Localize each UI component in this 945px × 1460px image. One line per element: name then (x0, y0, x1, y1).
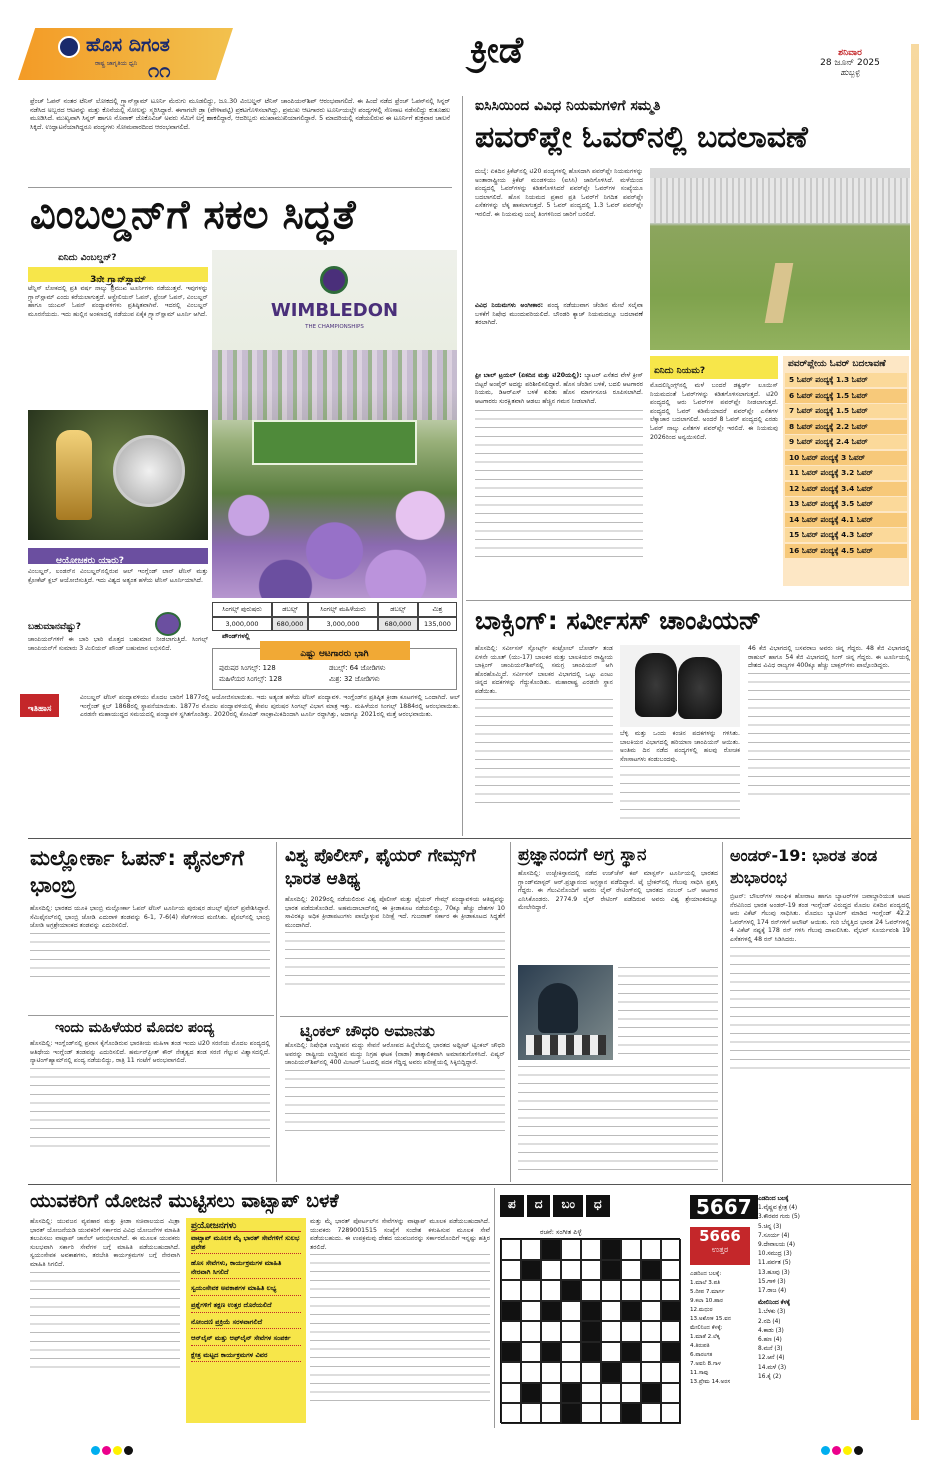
crossword-cell (661, 1342, 681, 1363)
crossword-cell[interactable] (541, 1383, 561, 1404)
crossword-cell (581, 1321, 601, 1342)
players-title: ಎಷ್ಟು ಆಟಗಾರರು ಭಾಗಿ (300, 649, 369, 659)
crossword-cell[interactable] (541, 1321, 561, 1342)
crossword-cell (521, 1260, 541, 1281)
sub2-label: ಫ್ರೀ ಬಾಲ್ ಟ್ರಯಲ್ (ಏಕದಿನ ಮತ್ತು ಟಿ20ಯಲ್ಲಿ): (475, 372, 585, 379)
crossword-cell[interactable] (641, 1239, 661, 1260)
clue-item: 1.ವೈಷ್ಣವ ಕ್ಷೇತ್ರ (4) (758, 1205, 798, 1212)
crossword-cell[interactable] (601, 1280, 621, 1301)
prize-text: ಚಾಂಪಿಯನ್‌ಗಳಿಗೆ ಈ ಬಾರಿ ಭಾರಿ ಮೊತ್ತದ ಬಹುಮಾನ ನೀಡಲಾಗುತ್ತಿದೆ. ಸಿಂಗಲ್ಸ್ ಚಾಂಪಿಯನ್‌ಗೆ ಸುಮಾರು 3 ಮಿಲಿಯನ್ ಪೌಂಡ್ ಬಹುಮಾನ ಲಭಿಸಲಿದೆ. (28, 636, 208, 652)
pragg-body-bottom (518, 1064, 718, 1174)
overs-row: 9 ಓವರ್ ಪಂದ್ಯಕ್ಕೆ 2.4 ಓವರ್ (785, 435, 907, 449)
crossword-cell[interactable] (661, 1362, 681, 1383)
organizer-text: ವಿಂಬಲ್ಡನ್, ಲಂಡನ್‌ನ ವಿಂಬಲ್ಡನ್‌ನಲ್ಲಿರುವ ಆಲ್ ಇಂಗ್ಲೆಂಡ್ ಲಾನ್ ಟೆನಿಸ್ ಮತ್ತು ಕ್ರೋಕೆಟ್ ಕ್ಲಬ್ ಆಯೋಜಿಸುತ್ತಿದೆ. ಇದು ವಿಶ್ವದ ಅತ್ಯಂತ ಹಳೆಯ ಟೆನಿಸ್ ಟೂರ್ನಿಯಾಗಿದೆ. (28, 568, 208, 584)
boxing-col2-text: ಬೆಳ್ಳಿ ಮತ್ತು ಒಂದು ಕಂಚಿನ ಪದಕಗಳನ್ನು ಗಳಿಸಿತು. ಬಾಲಕಿಯರ ವಿಭಾಗದಲ್ಲಿ ಹರಿಯಾಣ ಚಾಂಪಿಯನ್ ಆಯಿತು. ಅಂತಿಮ ದಿನ ನಡೆದ ಪಂದ್ಯಗಳಲ್ಲಿ ಹಲವು ರೋಚಕ ಸೆಣಸಾಟಗಳು ಕಂಡುಬಂದವು. (620, 730, 740, 763)
benefit-item: ನೋಂದಣಿ ಪ್ರಕ್ರಿಯೆ ಸರಳವಾಗಲಿದೆ (191, 1318, 301, 1330)
crossword-cell[interactable] (581, 1383, 601, 1404)
date-block (790, 48, 910, 78)
tinkle-body-text: ಹೊಸದಿಲ್ಲಿ: ನಿಷೇಧಿತ ಉದ್ದೀಪನ ಮದ್ದು ಸೇವನೆ ಆರೋಪದ ಹಿನ್ನೆಲೆಯಲ್ಲಿ ಭಾರತದ ಅಥ್ಲೀಟ್ ಟ್ವಿಂಕಲ್ ಚೌಧರಿ ಅವರನ್ನು ರಾಷ್ಟ್ರೀಯ ಉದ್ದೀಪನ ಮದ್ದು ನಿಗ್ರಹ ಘಟಕ (ನಾಡಾ) ತಾತ್ಕಾಲಿಕವಾಗಿ ಅಮಾನತುಗೊಳಿಸಿದೆ. ಏಷ್ಯನ್ ಚಾಂಪಿಯನ್‌ಶಿಪ್‌ನಲ್ಲಿ 400 ಮೀಟರ್ ಓಟದಲ್ಲಿ ಪದಕ ಗೆದ್ದಿದ್ದ ಅವರು ಪರೀಕ್ಷೆಯಲ್ಲಿ ಸಿಕ್ಕಿಬಿದ್ದಿದ್ದಾರೆ. (285, 1042, 505, 1067)
down-list (758, 1308, 908, 1382)
text-filler (30, 931, 270, 981)
chess-photo (518, 965, 613, 1060)
history-text: ವಿಂಬಲ್ಡನ್ ಟೆನಿಸ್ ಪಂದ್ಯಾವಳಿಯು ಮೊದಲ ಬಾರಿಗೆ 1877ರಲ್ಲಿ ಆಯೋಜಿಸಲಾಯಿತು. ಇದು ಅತ್ಯಂತ ಹಳೆಯ ಟೆನಿಸ್ ಪಂದ್ಯಾವಳಿ. ಇಂಗ್ಲೆಂಡ್‌ನ ಪ್ರತಿಷ್ಠಿತ ಕ್ರೀಡಾ ಕೂಟಗಳಲ್ಲಿ ಒಂದಾಗಿದೆ. ಆಲ್ ಇಂಗ್ಲೆಂಡ್ ಕ್ಲಬ್ 1868ರಲ್ಲಿ ಸ್ಥಾಪನೆಯಾಯಿತು. 1877ರ ಮೊದಲ ಪಂದ್ಯಾವಳಿಯಲ್ಲಿ ಕೇವಲ ಪುರುಷರ ಸಿಂಗಲ್ಸ್ ವಿಭಾಗ ಮಾತ್ರ ಇತ್ತು. ಮಹಿಳೆಯರ ಸಿಂಗಲ್ಸ್ 1884ರಲ್ಲಿ ಆರಂಭವಾಯಿತು. ಎರಡನೇ ಮಹಾಯುದ್ಧದ ಸಮಯದಲ್ಲಿ ಪಂದ್ಯಾವಳಿ ಸ್ಥಗಿತಗೊಂಡಿತ್ತು. 2020ರಲ್ಲಿ ಕೋವಿಡ್ ಸಾಂಕ್ರಾಮಿಕದಿಂದಾಗಿ ಟೂರ್ನಿ ರದ್ದಾಗಿತ್ತು, ಅದಾಗ್ಯೂ 2021ರಲ್ಲಿ ಮತ್ತೆ ಆರಂಭವಾಯಿತು. (80, 694, 460, 719)
crossword-cell[interactable] (581, 1239, 601, 1260)
wimbledon-headline: ವಿಂಬಲ್ಡನ್‌ಗೆ ಸಕಲ ಸಿದ್ಧತೆ (30, 192, 356, 238)
overs-row: 5 ಓವರ್ ಪಂದ್ಯಕ್ಕೆ 1.3 ಓವರ್ (785, 373, 907, 387)
whatsapp-headline: ಯುವಕರಿಗೆ ಯೋಜನೆ ಮುಟ್ಟಿಸಲು ವಾಟ್ಸಾಪ್ ಬಳಕೆ (30, 1190, 339, 1212)
pragg-headline: ಪ್ರಜ್ಞಾನಂದಗೆ ಅಗ್ರ ಸ್ಥಾನ (518, 845, 647, 865)
clue-item: 13.ಹೂವು (3) (758, 1269, 790, 1276)
answer-badge (690, 1227, 750, 1265)
table-cell: 135,000 (418, 617, 457, 631)
crossword-cell[interactable] (541, 1403, 561, 1424)
grand-slam-tag-text: 3ನೇ ಗ್ರ್ಯಾನ್‌ಸ್ಲಾಮ್ (90, 275, 146, 285)
pragg-body-top (518, 870, 718, 960)
crossword-cell[interactable] (641, 1321, 661, 1342)
crossword-cell[interactable] (621, 1239, 641, 1260)
poster-subtitle: THE CHAMPIONSHIPS (305, 324, 364, 330)
crossword-cell[interactable] (661, 1403, 681, 1424)
answer-item: 4.ತಿರುಪತಿ (690, 1343, 710, 1349)
answer-number: 5666 (699, 1227, 741, 1245)
crossword-cell[interactable] (661, 1239, 681, 1260)
rule-heading-bar (650, 356, 778, 379)
clue-item: 6.ಹಣ (4) (758, 1337, 782, 1344)
crossword-cell[interactable] (521, 1321, 541, 1342)
organizer-heading: ಆಯೋಜಕರು ಯಾರು? (56, 556, 125, 566)
overs-row: 10 ಓವರ್ ಪಂದ್ಯಕ್ಕೆ 3 ಓವರ್ (785, 451, 907, 465)
benefits-title: ಪ್ರಯೋಜನಗಳು (191, 1221, 301, 1232)
players-item: ಡಬಲ್ಸ್: 64 ಜೋಡಿಗಳು (329, 664, 386, 672)
answer-item: 11.ಸಾವು (690, 1370, 709, 1376)
crossword-cell[interactable] (501, 1362, 521, 1383)
crossword-cell[interactable] (501, 1321, 521, 1342)
whatsapp-col2 (310, 1218, 490, 1428)
color-strip (911, 44, 919, 1420)
prize-heading: ಬಹುಮಾನವೆಷ್ಟು? (28, 622, 81, 632)
text-filler (310, 1252, 490, 1402)
clue-item: 5.ಚಿನ್ನ (3) (758, 1223, 782, 1230)
crossword-cell[interactable] (561, 1321, 581, 1342)
table-cell: 3,000,000 (212, 617, 272, 631)
powerplay-headline: ಪವರ್‌ಪ್ಲೇ ಓವರ್‌ನಲ್ಲಿ ಬದಲಾವಣೆ (475, 120, 808, 155)
crossword-cell[interactable] (521, 1403, 541, 1424)
powerplay-kicker: ಐಸಿಸಿಯಿಂದ ವಿವಿಧ ನಿಯಮಗಳಿಗೆ ಸಮ್ಮತಿ (475, 98, 661, 114)
crossword-cell[interactable] (521, 1301, 541, 1322)
crossword-caption: ರಚನೆ: ಸಂಗೀತ ಪಿಳ್ಳೆ (540, 1228, 582, 1236)
divider (466, 600, 911, 601)
pragg-body-text: ಹೊಸದಿಲ್ಲಿ: ಉಜ್ಬೇಕಿಸ್ತಾನದಲ್ಲಿ ನಡೆದ ಉಜ್‌ಚೆಸ್ ಕಪ್ ಮಾಸ್ಟರ್ಸ್ ಟೂರ್ನಿಯಲ್ಲಿ ಭಾರತದ ಗ್ರ್ಯಾಂಡ್‌ಮಾಸ್ಟರ್ ಆರ್.ಪ್ರಜ್ಞಾನಂದ ಅಗ್ರಸ್ಥಾನ ಪಡೆದಿದ್ದಾರೆ. ಟೈ ಬ್ರೇಕರ್‌ನಲ್ಲಿ ಗೆಲುವು ಸಾಧಿಸಿ ಪ್ರಶಸ್ತಿ ಗೆದ್ದರು. ಈ ಗೆಲುವಿನೊಂದಿಗೆ ಅವರು ಲೈವ್ ರೇಟಿಂಗ್‌ನಲ್ಲಿ ಭಾರತದ ನಂಬರ್ ಒನ್ ಆಟಗಾರ ಎನಿಸಿಕೊಂಡರು. 2774.9 ಲೈವ್ ರೇಟಿಂಗ್ ಪಡೆದಿರುವ ಅವರು ವಿಶ್ವ ಶ್ರೇಯಾಂಕದಲ್ಲೂ ಮೇಲೇರಿದ್ದಾರೆ. (518, 870, 718, 912)
text-filler (475, 408, 643, 558)
crossword-cell[interactable] (641, 1342, 661, 1363)
crossword-cell[interactable] (521, 1342, 541, 1363)
clue-item: 7.ಸೂರ್ಯ (4) (758, 1232, 790, 1239)
clue-item: 1.ಬೆಳಕು (3) (758, 1309, 786, 1316)
answers-column (690, 1270, 755, 1425)
table-header: ಡಬಲ್ಸ್ (378, 602, 418, 617)
mallorca-body-text: ಹೊಸದಿಲ್ಲಿ: ಭಾರತದ ಯೂಕಿ ಭಾಂಬ್ರಿ ಮಲ್ಲೋರ್ಕಾ ಓಪನ್ ಟೆನಿಸ್ ಟೂರ್ನಿಯ ಪುರುಷರ ಡಬಲ್ಸ್ ಫೈನಲ್ ಪ್ರವೇಶಿಸಿದ್ದಾರೆ. ಸೆಮಿಫೈನಲ್‌ನಲ್ಲಿ ಭಾಂಬ್ರಿ ಜೋಡಿ ಎದುರಾಳಿ ತಂಡವನ್ನು 6-1, 7-6(4) ಸೆಟ್‌ಗಳಿಂದ ಮಣಿಸಿತು. ಫೈನಲ್‌ನಲ್ಲಿ ಭಾಂಬ್ರಿ ಜೋಡಿ ಅಗ್ರಶ್ರೇಯಾಂಕದ ತಂಡವನ್ನು ಎದುರಿಸಲಿದೆ. (30, 905, 270, 930)
logo-emblem-icon (58, 36, 80, 58)
divider (28, 1184, 911, 1185)
crossword-cell[interactable] (661, 1321, 681, 1342)
divider (28, 1015, 274, 1016)
stadium-stands (650, 178, 910, 223)
crossword-cell[interactable] (561, 1342, 581, 1363)
crowd-illustration (212, 350, 457, 420)
clue-item: 17.ರಾಜ (4) (758, 1288, 787, 1295)
overs-row: 6 ಓವರ್ ಪಂದ್ಯಕ್ಕೆ 1.5 ಓವರ್ (785, 389, 907, 403)
history-tag-text: ಇತಿಹಾಸ (28, 704, 52, 714)
overs-table (783, 356, 909, 586)
crossword-cell (621, 1342, 641, 1363)
divider (280, 1016, 508, 1017)
trophy-plate-icon (113, 435, 185, 507)
crossword-cell (541, 1342, 561, 1363)
overs-table-title: ಪವರ್‌ಪ್ಲೇಯ ಓವರ್ ಬದಲಾವಣೆ (788, 359, 886, 369)
answer-item: ಎಡದಿಂದ ಬಲಕ್ಕೆ: (690, 1271, 722, 1277)
text-filler (30, 1270, 180, 1375)
text-filler (475, 697, 613, 807)
boxing-col3 (748, 645, 910, 830)
crossword-cell (541, 1239, 561, 1260)
crossword-cell[interactable] (641, 1280, 661, 1301)
crossword-cell[interactable] (521, 1239, 541, 1260)
crossword-cell[interactable] (521, 1280, 541, 1301)
poster-title: WIMBLEDON (270, 300, 399, 321)
overs-row: 14 ಓವರ್ ಪಂದ್ಯಕ್ಕೆ 4.1 ಓವರ್ (785, 513, 907, 527)
crossword-cell[interactable] (621, 1280, 641, 1301)
benefit-item: ಕ್ಷೇತ್ರ ಮಟ್ಟದ ಕಾರ್ಯಕ್ರಮಗಳ ವಿವರ (191, 1351, 301, 1363)
under19-body (730, 893, 910, 1173)
sub1-text: ಪಂದ್ಯ ನಡೆಯುವಾಗ ಚೆಂಡಿನ ಮೇಲೆ ಸಲೈವಾ ಬಳಕೆಗೆ ನಿಷೇಧ ಮುಂದುವರಿಯಲಿದೆ. ಬೌಂಡರಿ ಕ್ಯಾಚ್ ನಿಯಮದಲ್ಲೂ ಬದಲಾವಣೆ ತರಲಾಗಿದೆ. (475, 302, 643, 327)
trophy-cup-icon (56, 430, 92, 520)
tinkle-body (285, 1042, 505, 1172)
crossword-cell (601, 1239, 621, 1260)
crossword-cell[interactable] (601, 1301, 621, 1322)
crossword-cell[interactable] (561, 1239, 581, 1260)
whatsapp-body (30, 1218, 180, 1428)
text-filler (285, 1068, 505, 1138)
mallorca-body (30, 905, 270, 1013)
tinkle-headline: ಟ್ವಿಂಕಲ್ ಚೌಧರಿ ಅಮಾನತು (300, 1022, 435, 1040)
clue-item: 15.ಗಾಳಿ (3) (758, 1278, 786, 1285)
boxing-col2 (620, 730, 740, 830)
players-box (212, 648, 457, 690)
flowers-illustration (212, 480, 457, 598)
boxing-col1-text: ಹೊಸದಿಲ್ಲಿ: ಸರ್ವೀಸಸ್ ಸ್ಪೋರ್ಟ್ಸ್ ಕಂಟ್ರೋಲ್ ಬೋರ್ಡ್ ತಂಡ ಏಳನೇ ಯೂತ್ (ಯು-17) ಬಾಲಕರ ಮತ್ತು ಬಾಲಕಿಯರ ರಾಷ್ಟ್ರೀಯ ಬಾಕ್ಸಿಂಗ್ ಚಾಂಪಿಯನ್‌ಶಿಪ್‌ನಲ್ಲಿ ಸಮಗ್ರ ಚಾಂಪಿಯನ್ ಆಗಿ ಹೊರಹೊಮ್ಮಿದೆ. ಸರ್ವೀಸಸ್ ಬಾಲಕರ ವಿಭಾಗದಲ್ಲಿ ಒಟ್ಟು ಎಂಟು ಚಿನ್ನದ ಪದಕಗಳನ್ನು ಗೆದ್ದುಕೊಂಡಿತು. ಮಹಾರಾಷ್ಟ್ರ ಎರಡನೇ ಸ್ಥಾನ ಪಡೆಯಿತು. (475, 645, 613, 695)
boxing-col3-text: 46 ಕೆಜಿ ವಿಭಾಗದಲ್ಲಿ ಬಸವರಾಜ ಅವರು ಚಿನ್ನ ಗೆದ್ದರು. 48 ಕೆಜಿ ವಿಭಾಗದಲ್ಲಿ ರಾಹುಲ್ ಹಾಗೂ 54 ಕೆಜಿ ವಿಭಾಗದಲ್ಲಿ ಸಿಂಗ್ ಚಿನ್ನ ಗೆದ್ದರು. ಈ ಟೂರ್ನಿಯಲ್ಲಿ ದೇಶದ ವಿವಿಧ ರಾಜ್ಯಗಳ 400ಕ್ಕೂ ಹೆಚ್ಚು ಬಾಕ್ಸರ್‌ಗಳು ಪಾಲ್ಗೊಂಡಿದ್ದರು. (748, 645, 910, 670)
benefits-box (186, 1218, 306, 1423)
prize-table (212, 602, 457, 642)
crossword-cell (601, 1260, 621, 1281)
organizer-bar (28, 548, 208, 564)
text-filler (30, 1066, 270, 1151)
answer-item: 7.ಅವನಿ 8.ಗಾಳ (690, 1361, 721, 1367)
crossword-cell[interactable] (621, 1321, 641, 1342)
table-header: ಸಿಂಗಲ್ಸ್ ಮಹಿಳೆಯರು (308, 602, 378, 617)
table-header: ಸಿಂಗಲ್ಸ್ ಪುರುಷರು (212, 602, 272, 617)
under19-headline: ಅಂಡರ್-19: ಭಾರತ ತಂಡ ಶುಭಾರಂಭ (730, 846, 878, 887)
table-header: ಡಬಲ್ಸ್ (272, 602, 308, 617)
crossword-cell (581, 1342, 601, 1363)
crossword-cell[interactable] (621, 1383, 641, 1404)
whatsapp-body-text: ಹೊಸದಿಲ್ಲಿ: ಯುವಜನ ವ್ಯವಹಾರ ಮತ್ತು ಕ್ರೀಡಾ ಸಚಿವಾಲಯದ ಮಿತ್ರಾ ಭಾರತ್ ಯೋಜನೆಯಡಿ ಯುವಕರಿಗೆ ಸರ್ಕಾರದ ವಿವಿಧ ಯೋಜನೆಗಳ ಮಾಹಿತಿ ತಲುಪಿಸಲು ವಾಟ್ಸಾಪ್ ಚಾನೆಲ್ ಆರಂಭಿಸಲಾಗಿದೆ. ಈ ಮೂಲಕ ಯುವಕರು ಸುಲಭವಾಗಿ ಸರ್ಕಾರಿ ಸೇವೆಗಳ ಬಗ್ಗೆ ಮಾಹಿತಿ ಪಡೆಯಬಹುದಾಗಿದೆ. ಸ್ವಯಂಸೇವಕ ಅವಕಾಶಗಳು, ತರಬೇತಿ ಕಾರ್ಯಕ್ರಮಗಳ ಬಗ್ಗೆ ನೇರವಾಗಿ ಮಾಹಿತಿ ಸಿಗಲಿದೆ. (30, 1218, 180, 1268)
crossword-cell[interactable] (641, 1403, 661, 1424)
whatsapp-col2-text: ಮತ್ತು ಮೈ ಭಾರತ್ ಪೋರ್ಟಲ್‌ನ ಸೇವೆಗಳನ್ನು ವಾಟ್ಸಾಪ್ ಮೂಲಕ ಪಡೆಯಬಹುದಾಗಿದೆ. ಯುವಕರು 7289001515 ಸಂಖ್ಯೆಗೆ ಸಂದೇಶ ಕಳುಹಿಸುವ ಮೂಲಕ ಸೇವೆ ಪಡೆಯಬಹುದು. ಈ ಉಪಕ್ರಮವು ದೇಶದ ಯುವಜನರನ್ನು ಸರ್ಕಾರದೊಂದಿಗೆ ಇನ್ನಷ್ಟು ಹತ್ತಿರ ತರಲಿದೆ. (310, 1218, 490, 1251)
crossword-cell[interactable] (561, 1362, 581, 1383)
answer-label: ಉತ್ತರ (711, 1245, 729, 1254)
crossword-cell[interactable] (581, 1260, 601, 1281)
benefit-item: ಆನ್‌ಲೈನ್ ಮತ್ತು ಆಫ್‌ಲೈನ್ ಸೇವೆಗಳ ಸಂಪರ್ಕ (191, 1334, 301, 1346)
clue-item: 12.ಆನೆ (4) (758, 1355, 785, 1362)
sub2-text: ಬ್ಯಾಟರ್ ಎಸೆತದ ವೇಳೆ ಕ್ರೀಸ್ ಬಿಟ್ಟರೆ ಅಂಪೈರ್ ಅದನ್ನು ಪರಿಶೀಲಿಸಲಿದ್ದಾರೆ. ಹೊಸ ಚೆಂಡಿನ ಬಳಕೆ, ಬದಲಿ ಆಟಗಾರರ ನಿಯಮ, ಡಿಆರ್‌ಎಸ್ ಬಳಕೆ ಕುರಿತು ಹೊಸ ಮಾರ್ಗಸೂಚಿ ರೂಪಿಸಲಾಗಿದೆ. ಆಟಗಾರರು ಸುರಕ್ಷಿತವಾಗಿ ಆಡಲು ಹೆಚ್ಚಿನ ಗಮನ ನೀಡಲಾಗಿದೆ. (475, 372, 643, 405)
crossword-title-letter: ಪ (500, 1195, 524, 1217)
history-tag (20, 694, 59, 717)
crossword-cell[interactable] (601, 1403, 621, 1424)
crossword-cell[interactable] (501, 1403, 521, 1424)
clue-item: 14.ಮಳೆ (3) (758, 1364, 787, 1371)
table-cell: 680,000 (272, 617, 308, 631)
table-cell: 3,000,000 (308, 617, 378, 631)
column-divider (510, 842, 511, 1182)
crossword-cell (521, 1383, 541, 1404)
down-title: ಮೇಲಿನಿಂದ ಕೆಳಕ್ಕೆ (758, 1300, 791, 1307)
crossword-cell (541, 1301, 561, 1322)
registration-marks (820, 1440, 864, 1459)
benefit-item: ಪ್ರಶ್ನೆಗಳಿಗೆ ತಕ್ಷಣ ಉತ್ತರ ದೊರೆಯಲಿದೆ (191, 1301, 301, 1313)
history-box (20, 694, 462, 836)
issue-city: ಹುಬ್ಬಳ್ಳಿ (840, 68, 860, 77)
crossword-cell[interactable] (501, 1260, 521, 1281)
crossword-cell[interactable] (521, 1362, 541, 1383)
crossword-cell[interactable] (601, 1321, 621, 1342)
clues-column (758, 1195, 908, 1427)
crossword-cell[interactable] (661, 1280, 681, 1301)
answer-item: 13.ಅಶೋಕ 15.ವನ (690, 1316, 731, 1322)
issue-day: ಶನಿವಾರ (838, 48, 862, 58)
sub1-label: ವಿವಿಧ ನಿಯಮಗಳು ಅಂಗೀಕಾರ: (475, 302, 548, 309)
logo-tagline: ರಾಷ್ಟ್ರ ಜಾಗೃತಿಯ ಧ್ವನಿ (95, 60, 138, 67)
registration-marks (90, 1440, 134, 1459)
table-cell: 680,000 (378, 617, 418, 631)
clue-item: 9.ದೇವಾಲಯ (4) (758, 1242, 795, 1249)
crossword-title-letter: ಧ (586, 1195, 610, 1217)
women-body (30, 1040, 270, 1172)
court-illustration (252, 420, 417, 465)
crossword-cell (501, 1301, 521, 1322)
clue-item: 10.ಸಮುದ್ರ (3) (758, 1251, 792, 1258)
glove-icon (678, 657, 722, 719)
crossword-cell[interactable] (661, 1260, 681, 1281)
crossword-cell (641, 1260, 661, 1281)
boxing-headline: ಬಾಕ್ಸಿಂಗ್: ಸರ್ವೀಸಸ್ ಚಾಂಪಿಯನ್ (475, 606, 762, 635)
answer-item: 9.ಕಲಾ 10.ಹಾರ (690, 1298, 723, 1304)
crossword-cell[interactable] (501, 1383, 521, 1404)
overs-row: 11 ಓವರ್ ಪಂದ್ಯಕ್ಕೆ 3.2 ಓವರ್ (785, 466, 907, 480)
divider (28, 187, 452, 188)
players-item: ಮಿಶ್ರ: 32 ಜೋಡಿಗಳು (329, 675, 380, 683)
crossword-cell[interactable] (581, 1280, 601, 1301)
overs-row: 8 ಓವರ್ ಪಂದ್ಯಕ್ಕೆ 2.2 ಓವರ್ (785, 420, 907, 434)
crossword-cell[interactable] (601, 1383, 621, 1404)
crossword-cell (561, 1383, 581, 1404)
crossword-cell (601, 1362, 621, 1383)
overs-row: 13 ಓವರ್ ಪಂದ್ಯಕ್ಕೆ 3.5 ಓವರ್ (785, 497, 907, 511)
under19-body-text: ಬ್ರಿಟನ್: ಬೌಲರ್‌ಗಳ ಸಾಂಘಿಕ ಹೋರಾಟ ಹಾಗೂ ಬ್ಯಾಟರ್‌ಗಳ ಜವಾಬ್ದಾರಿಯುತ ಆಟದ ನೆರವಿನಿಂದ ಭಾರತ ಅಂಡರ್-19 ತಂಡ ಇಂಗ್ಲೆಂಡ್ ವಿರುದ್ಧದ ಮೊದಲ ಏಕದಿನ ಪಂದ್ಯದಲ್ಲಿ ಆರು ವಿಕೆಟ್ ಗೆಲುವು ಸಾಧಿಸಿತು. ಮೊದಲು ಬ್ಯಾಟಿಂಗ್ ಮಾಡಿದ ಇಂಗ್ಲೆಂಡ್ 42.2 ಓವರ್‌ಗಳಲ್ಲಿ 174 ರನ್‌ಗಳಿಗೆ ಆಲೌಟ್ ಆಯಿತು. ಗುರಿ ಬೆನ್ನತ್ತಿದ ಭಾರತ 24 ಓವರ್‌ಗಳಲ್ಲಿ 4 ವಿಕೆಟ್ ನಷ್ಟಕ್ಕೆ 178 ರನ್ ಗಳಿಸಿ ಗೆಲುವು ದಾಖಲಿಸಿತು. ವೈಭವ್ ಸೂರ್ಯವಂಶಿ 19 ಎಸೆತಗಳಲ್ಲಿ 48 ರನ್ ಸಿಡಿಸಿದರು. (730, 893, 910, 943)
what-is-wimbledon-heading: ಏನಿದು ವಿಂಬಲ್ಡನ್? (58, 253, 117, 263)
crossword-grid (500, 1238, 680, 1423)
crossword-cell (661, 1301, 681, 1322)
pragg-body-side (618, 965, 718, 1060)
powerplay-sub2 (475, 372, 643, 594)
text-filler (730, 945, 910, 1075)
women-body-text: ಹೊಸದಿಲ್ಲಿ: ಇಂಗ್ಲೆಂಡ್‌ನಲ್ಲಿ ಪ್ರವಾಸ ಕೈಗೊಂಡಿರುವ ಭಾರತೀಯ ಮಹಿಳಾ ತಂಡ ಇಂದು ಟಿ20 ಸರಣಿಯ ಮೊದಲ ಪಂದ್ಯದಲ್ಲಿ ಆತಿಥೇಯ ಇಂಗ್ಲೆಂಡ್ ತಂಡವನ್ನು ಎದುರಿಸಲಿದೆ. ಹರ್ಮನ್‌ಪ್ರೀತ್ ಕೌರ್ ನೇತೃತ್ವದ ತಂಡ ಸರಣಿ ಗೆಲ್ಲುವ ವಿಶ್ವಾಸದಲ್ಲಿದೆ. ನ್ಯಾಟಿಂಗ್‌ಹ್ಯಾಮ್‌ನಲ್ಲಿ ಪಂದ್ಯ ನಡೆಯಲಿದ್ದು, ರಾತ್ರಿ 11 ಗಂಟೆಗೆ ಆರಂಭವಾಗಲಿದೆ. (30, 1040, 270, 1065)
mallorca-headline: ಮಲ್ಲೋರ್ಕಾ ಓಪನ್: ಫೈನಲ್‌ಗೆ ಭಾಂಬ್ರಿ (30, 846, 244, 897)
overs-row: 12 ಓವರ್ ಪಂದ್ಯಕ್ಕೆ 3.4 ಓವರ್ (785, 482, 907, 496)
wimbledon-crest-icon (320, 266, 348, 294)
clue-item: 3.ಕೌರವರ ಗುರು (5) (758, 1214, 800, 1221)
clues-title: ಎಡದಿಂದ ಬಲಕ್ಕೆ (758, 1196, 789, 1202)
text-filler (285, 930, 505, 990)
crossword-cell[interactable] (541, 1280, 561, 1301)
rule-box (650, 356, 778, 596)
police-headline: ವಿಶ್ವ ಪೊಲೀಸ್, ಫೈಯರ್ ಗೇಮ್ಸ್‌ಗೆ ಭಾರತ ಆತಿಥ್ಯ (285, 846, 476, 889)
chessboard-icon (526, 1035, 606, 1055)
column-divider (722, 842, 723, 1182)
crossword-cell[interactable] (581, 1403, 601, 1424)
cricket-pitch (765, 263, 794, 323)
players-item: ಪುರುಷರ ಸಿಂಗಲ್ಸ್: 128 (219, 664, 276, 672)
wimbledon-poster (212, 250, 457, 598)
masthead (0, 0, 945, 92)
grand-slam-tag (28, 267, 208, 285)
answer-item: ಮೇಲಿನಿಂದ ಕೆಳಕ್ಕೆ: (690, 1325, 723, 1331)
clue-item: 16.ಕೈ (2) (758, 1373, 782, 1380)
answer-item: 13.ಪ್ರೇಮ 14.ಅರಸ (690, 1379, 731, 1385)
overs-row: 16 ಓವರ್ ಪಂದ್ಯಕ್ಕೆ 4.5 ಓವರ್ (785, 544, 907, 558)
rule-text: ಮೊದಲಿನ್ನಿಂಗ್ಸ್‌ನಲ್ಲಿ ಮಳೆ ಬಂದರೆ ಡಕ್ವರ್ಥ್ ಲೂಯಿಸ್ ನಿಯಮದಂತೆ ಓವರ್‌ಗಳನ್ನು ಕಡಿತಗೊಳಿಸಲಾಗುತ್ತದೆ. ಟಿ20 ಪಂದ್ಯದಲ್ಲಿ ಆರು ಓವರ್‌ಗಳ ಪವರ್‌ಪ್ಲೇ ನೀಡಲಾಗುತ್ತದೆ. ಪಂದ್ಯದಲ್ಲಿ ಓವರ್ ಕಡಿಮೆಯಾದರೆ ಪವರ್‌ಪ್ಲೇ ಎಸೆತಗಳ ಲೆಕ್ಕಾಚಾರ ಬದಲಾಗಲಿದೆ. ಅಂದರೆ 8 ಓವರ್ ಪಂದ್ಯದಲ್ಲಿ ಎರಡು ಓವರ್ ನಾಲ್ಕು ಎಸೆತಗಳ ಪವರ್‌ಪ್ಲೇ ಇರಲಿದೆ. ಈ ನಿಯಮವು 2026ರಿಂದ ಅನ್ವಯಿಸಲಿದೆ. (650, 382, 778, 441)
players-item: ಮಹಿಳೆಯರ ಸಿಂಗಲ್ಸ್: 128 (219, 675, 282, 683)
crossword-cell[interactable] (621, 1260, 641, 1281)
crossword-cell[interactable] (641, 1362, 661, 1383)
answer-item: 6.ಪಾರಂಗತ (690, 1352, 713, 1358)
crossword-cell[interactable] (561, 1301, 581, 1322)
crossword-cell[interactable] (501, 1280, 521, 1301)
crossword-cell (641, 1383, 661, 1404)
crossword-cell[interactable] (561, 1260, 581, 1281)
crossword-cell[interactable] (641, 1301, 661, 1322)
overs-row: 15 ಓವರ್ ಪಂದ್ಯಕ್ಕೆ 4.3 ಓವರ್ (785, 528, 907, 542)
what-is-text: ಟೆನ್ನಿಸ್ ಲೋಕದಲ್ಲಿ ಪ್ರತಿ ವರ್ಷ ನಾಲ್ಕು ಪ್ರಮುಖ ಟೂರ್ನಿಗಳು ನಡೆಯುತ್ತವೆ. ಇವುಗಳನ್ನು ಗ್ರ್ಯಾನ್‌ಸ್ಲಾಮ್ ಎಂದು ಕರೆಯಲಾಗುತ್ತದೆ. ಆಸ್ಟ್ರೇಲಿಯನ್ ಓಪನ್, ಫ್ರೆಂಚ್ ಓಪನ್, ವಿಂಬಲ್ಡನ್ ಹಾಗೂ ಯುಎಸ್ ಓಪನ್ ಪಂದ್ಯಾವಳಿಗಳು ಪ್ರತಿಷ್ಠಿತವಾಗಿವೆ. ಇದರಲ್ಲಿ ವಿಂಬಲ್ಡನ್ ಮೂರನೆಯದು. ಇದು ಹುಲ್ಲಿನ ಅಂಕಣದಲ್ಲಿ ನಡೆಯುವ ಏಕೈಕ ಗ್ರ್ಯಾನ್‌ಸ್ಲಾಮ್ ಟೂರ್ನಿ ಆಗಿದೆ. (28, 285, 208, 318)
trophy-photo (28, 410, 208, 540)
page-number: ೧೧ (148, 58, 171, 82)
clue-item: 11.ಪರ್ವತ (5) (758, 1260, 791, 1267)
section-title: ಕ್ರೀಡೆ (470, 30, 524, 71)
benefit-item: ಹೊಸ ಸೇವೆಗಳು, ಕಾರ್ಯಕ್ರಮಗಳ ಮಾಹಿತಿ ನೇರವಾಗಿ ಸಿಗಲಿದೆ (191, 1259, 301, 1279)
crossword-cell[interactable] (601, 1342, 621, 1363)
players-title-bar (260, 641, 410, 660)
clue-item: 2.ನದಿ (4) (758, 1318, 781, 1325)
prize-trophy-icon (155, 612, 181, 636)
crossword-cell (621, 1403, 641, 1424)
women-headline: ಇಂದು ಮಹಿಳೆಯರ ಮೊದಲ ಪಂದ್ಯ (55, 1020, 215, 1036)
currency-label: ಪೌಂಡ್‌ಗಳಲ್ಲಿ (222, 632, 250, 640)
crossword-cell (501, 1342, 521, 1363)
crossword-cell (561, 1403, 581, 1424)
text-filler (620, 764, 740, 819)
player-silhouette (538, 983, 578, 1033)
crossword-cell (581, 1301, 601, 1322)
table-header: ಮಿಶ್ರ (418, 602, 457, 617)
clue-item: 8.ಮನೆ (3) (758, 1346, 783, 1353)
benefit-item: ಸ್ವಯಂಸೇವಕ ಅವಕಾಶಗಳ ಮಾಹಿತಿ ಲಭ್ಯ (191, 1284, 301, 1296)
crossword-title-letter: ದ (527, 1195, 551, 1217)
benefit-item: ವಾಟ್ಸಾಪ್ ಮೂಲಕ ಮೈ ಭಾರತ್ ಸೇವೆಗಳಿಗೆ ಸುಲಭ ಪ್ರವೇಶ (191, 1234, 301, 1254)
rule-heading: ಏನಿದು ನಿಯಮ? (654, 366, 706, 376)
crossword-cell[interactable] (501, 1239, 521, 1260)
crossword-cell[interactable] (541, 1362, 561, 1383)
stadium-photo (650, 168, 910, 350)
boxing-gloves-photo (620, 645, 740, 727)
answer-item: 12.ಮಧುರ (690, 1307, 713, 1313)
crossword-cell (561, 1280, 581, 1301)
divider (28, 838, 911, 839)
crossword-cell[interactable] (661, 1383, 681, 1404)
boxing-col1 (475, 645, 613, 830)
logo-text: ಹೊಸ ದಿಗಂತ (86, 34, 170, 56)
answer-item: 1.ಮಾತೆ 2.ಲೆಕ್ಕ (690, 1334, 720, 1340)
police-body (285, 896, 505, 1014)
crossword-cell[interactable] (621, 1362, 641, 1383)
powerplay-sub1 (475, 302, 643, 372)
answer-item: 5.ದೀಪ 7.ಮಾರ್ಗ (690, 1289, 725, 1295)
glove-icon (635, 653, 677, 717)
crossword-cell[interactable] (581, 1362, 601, 1383)
issue-date: 28 ಜೂನ್ 2025 (820, 58, 880, 68)
column-divider (462, 96, 463, 836)
overs-row: 7 ಓವರ್ ಪಂದ್ಯಕ್ಕೆ 1.5 ಓವರ್ (785, 404, 907, 418)
police-body-text: ಹೊಸದಿಲ್ಲಿ: 2029ರಲ್ಲಿ ನಡೆಯಲಿರುವ ವಿಶ್ವ ಪೊಲೀಸ್ ಮತ್ತು ಫೈಯರ್ ಗೇಮ್ಸ್ ಪಂದ್ಯಾವಳಿಯ ಆತಿಥ್ಯವನ್ನು ಭಾರತ ಪಡೆದುಕೊಂಡಿದೆ. ಅಹಮದಾಬಾದ್‌ನಲ್ಲಿ ಈ ಕ್ರೀಡಾಕೂಟ ನಡೆಯಲಿದ್ದು, 70ಕ್ಕೂ ಹೆಚ್ಚು ದೇಶಗಳ 10 ಸಾವಿರಕ್ಕೂ ಅಧಿಕ ಕ್ರೀಡಾಪಟುಗಳು ಪಾಲ್ಗೊಳ್ಳುವ ನಿರೀಕ್ಷೆ ಇದೆ. ಗುಜರಾತ್ ಸರ್ಕಾರ ಈ ಕ್ರೀಡಾಕೂಟದ ಸಿದ್ಧತೆಗೆ ಮುಂದಾಗಿದೆ. (285, 896, 505, 929)
column-divider (276, 842, 277, 1182)
wimbledon-intro: ಫ್ರೆಂಚ್ ಓಪನ್ ನಂತರ ಟೆನಿಸ್ ಲೋಕದಲ್ಲಿ ಗ್ರ್ಯಾನ್‌ಸ್ಲಾಮ್ ಟೂರ್ನಿ ಮೆರುಗು ಮೂಡಲಿದ್ದು, ಜೂ.30 ವಿಂಬಲ್ಡನ್ ಟೆನಿಸ್ ಚಾಂಪಿಯನ್‌ಶಿಪ್ ಆರಂಭವಾಗಲಿದೆ. ಈ ಹಿಂದೆ ನಡೆದ ಫ್ರೆಂಚ್ ಓಪನ್‌ನಲ್ಲಿ ಸಿನ್ನರ್ ನಡೆಸಿದ ಅಬ್ಬರದ ಆಟವನ್ನು ಮತ್ತು ಕೊನೆಯಲ್ಲಿ ಸೋಲನ್ನು ಸ್ಮರಿಸಿದ್ದಾರೆ. ಈಗಾಗಲೇ ಡ್ರಾ (ವೇಳಾಪಟ್ಟಿ) ಪ್ರಕಟಗೊಳಿಸಲಾಗಿದ್ದು, ಪ್ರಮುಖ ಆಟಗಾರರು ಟೂರ್ನಿಯಲ್ಲೇ ಪಂದ್ಯಗಳಲ್ಲಿ ಸೆಣಸಾಟ ನಡೆಸಲಿದ್ದು ಕುತೂಹಲ ಮೂಡಿಸಿದೆ. ಮುಖ್ಯವಾಗಿ ಸಿನ್ನರ್ ಹಾಗೂ ನೊವಾಕ್ ಜೊಕೊವಿಚ್ ಅವರು ಸೆಮಿಗೆ ಲಗ್ಗೆ ಹಾಕಲಿದ್ದಾರೆ, ಆದರಿಬ್ಬರು ಮುಖಾಮುಖಿಯಾಗಲಿದ್ದಾರೆ. 5 ಮಾದರಿಯಲ್ಲಿ ನಡೆಯಲಿರುವ ಈ ಟೂರ್ನಿಗೆ ಶುಕ್ರವಾರ ಚಾಲನೆ ಸಿಕ್ಕಿದೆ. ಉದ್ಘಾಟನೆಯಾಗಿದ್ದರೂ ಪಂದ್ಯಗಳು ಸೋಮವಾರದಿಂದ ಆರಂಭವಾಗಲಿದೆ. (30, 97, 450, 131)
clues-list (758, 1204, 908, 1296)
crossword-title (500, 1195, 680, 1217)
column-divider (494, 1188, 495, 1428)
crossword-cell (621, 1301, 641, 1322)
powerplay-body: ದುಬೈ: ಏಕದಿನ ಕ್ರಿಕೆಟ್‌ನಲ್ಲಿ ಟಿ20 ಪಂದ್ಯಗಳಲ್ಲಿ ಹೊಸದಾಗಿ ಪವರ್‌ಪ್ಲೇ ನಿಯಮಗಳನ್ನು ಅಂತಾರಾಷ್ಟ್ರೀಯ ಕ್ರಿಕೆಟ್ ಮಂಡಳಿಯು (ಐಸಿಸಿ) ಜಾರಿಗೊಳಿಸಿದೆ. ಮಳೆಯಿಂದ ಪಂದ್ಯದಲ್ಲಿ ಓವರ್‌ಗಳನ್ನು ಕಡಿತಗೊಳಿಸಿದರೆ ಪವರ್‌ಪ್ಲೇ ಓವರ್‌ಗಳ ಸಂಖ್ಯೆಯೂ ಬದಲಾಗಲಿದೆ. ಹೊಸ ನಿಯಮದ ಪ್ರಕಾರ ಪ್ರತಿ ಓವರ್‌ಗೆ ನಿಗದಿತ ಪವರ್‌ಪ್ಲೇ ಎಸೆತಗಳನ್ನು ಲೆಕ್ಕ ಹಾಕಲಾಗುತ್ತದೆ. 5 ಓವರ್ ಪಂದ್ಯದಲ್ಲಿ 1.3 ಓವರ್ ಪವರ್‌ಪ್ಲೇ ಇರಲಿದೆ. ಈ ನಿಯಮವು ಜುಲೈ ತಿಂಗಳಿನಿಂದ ಜಾರಿಗೆ ಬರಲಿದೆ. (475, 168, 643, 218)
answer-item: 1.ಮಾಲೆ 3.ಪತಿ (690, 1280, 721, 1286)
clue-item: 4.ಕಾಡು (3) (758, 1327, 784, 1334)
overs-rows (785, 373, 907, 558)
crossword-number: 5667 (690, 1195, 758, 1219)
benefits-list (191, 1234, 301, 1362)
crossword-cell[interactable] (541, 1260, 561, 1281)
crossword-title-letter: ಬಂ (553, 1195, 582, 1217)
text-filler (748, 671, 910, 801)
